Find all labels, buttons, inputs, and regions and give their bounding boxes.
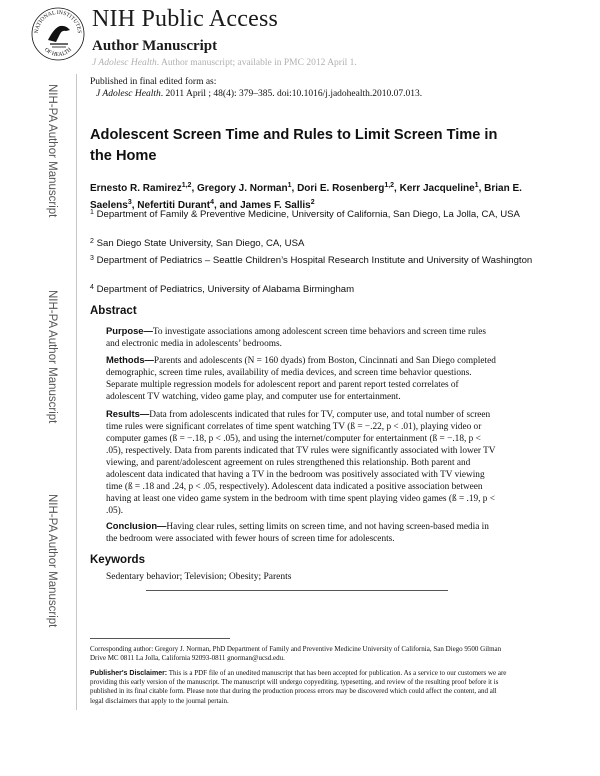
author-sup: 1 [287, 182, 292, 189]
author-sup: 3 [127, 198, 132, 206]
affiliation-3 [90, 253, 540, 268]
author-sup: 2 [310, 198, 315, 206]
author: James F. Sallis [240, 199, 311, 211]
author-sup: 1,2 [384, 182, 395, 189]
publisher-disclaimer [90, 669, 510, 706]
author: Gregory J. Norman [197, 183, 288, 194]
nih-logo [30, 6, 86, 62]
pub-citation [90, 88, 422, 100]
methods-text: Parents and adolescents (N = 160 dyads) from Boston, Cincinnati and San Diego completed demographic, screen time rules, availability of media devices, and screen time behavior questions. Separate multiple regression models for adolescent report and parent report tested correlates of adolescent TV watching, video game play, and computer use for entertainment. [106, 356, 496, 402]
keywords-divider [146, 590, 448, 591]
affil-text: Department of Pediatrics, University of Alabama Birmingham [96, 284, 355, 295]
author-sup: 4 [210, 198, 214, 206]
footnote-divider [90, 638, 230, 639]
affiliation-2 [90, 236, 540, 251]
header-status-text: . Author manuscript; available in PMC 2012 April 1. [156, 58, 357, 68]
author-sup: 1,2 [181, 182, 192, 189]
affil-num: 4 [90, 284, 94, 291]
purpose-text: To investigate associations among adolescent screen time behaviors and screen time rules and electronic media in adolescents’ bedrooms. [106, 327, 487, 349]
affiliation-1 [90, 207, 540, 222]
pub-line: Published in final edited form as: [90, 77, 217, 87]
side-label-2: NIH-PA Author Manuscript [46, 290, 58, 424]
disclaimer-label: Publisher's Disclaimer: [90, 670, 168, 677]
affiliation-4 [90, 282, 540, 297]
keywords-heading: Keywords [90, 554, 145, 566]
author: Ernesto R. Ramirez [90, 183, 182, 194]
author-sep: , [478, 183, 485, 194]
author-sep: , [394, 183, 400, 194]
side-label-1: NIH-PA Author Manuscript [46, 84, 58, 218]
article-title: Adolescent Screen Time and Rules to Limit Screen Time in the Home [90, 127, 498, 164]
abstract-purpose [106, 325, 498, 350]
conclusion-label: Conclusion— [106, 520, 167, 531]
methods-label: Methods— [106, 354, 154, 365]
header-title: NIH Public Access [92, 6, 279, 32]
affil-text: Department of Pediatrics – Seattle Children’s Hospital Research Institute and University of Washington [96, 255, 533, 266]
author: Kerr Jacqueline [399, 183, 475, 194]
publication-info [90, 76, 422, 100]
author-sup: 1 [474, 182, 479, 189]
keywords-text: Sedentary behavior; Television; Obesity; Parents [106, 572, 292, 582]
logo-ring-bottom: OF HEALTH [43, 46, 73, 59]
author: Brian E. Saelens [90, 183, 522, 211]
purpose-label: Purpose— [106, 325, 153, 336]
nih-seal-icon [30, 6, 86, 62]
header-journal-name: J Adolesc Health [92, 58, 157, 68]
abstract-conclusion [106, 520, 498, 545]
affil-num: 1 [90, 209, 94, 216]
affil-text: Department of Family & Preventive Medicine, University of California, San Diego, La Jolla, CA, USA [96, 209, 520, 220]
results-label: Results— [106, 408, 150, 419]
author: Nefertiti Durant [137, 199, 211, 211]
author-sep: , and [213, 199, 241, 211]
header-journal-status [92, 58, 357, 68]
author-sep: , [291, 183, 298, 194]
logo-ring-top: NATIONAL INSTITUTES [33, 9, 83, 34]
author-sep: , [191, 183, 197, 194]
header-subtitle: Author Manuscript [92, 38, 218, 54]
svg-text:OF HEALTH [43, 47, 73, 58]
affil-num: 3 [90, 255, 94, 262]
disclaimer-text: This is a PDF file of an unedited manuscript that has been accepted for publication. As a service to our customers we are providing this early version of the manuscript. The manuscript will undergo copyediting, typesetting, and review of the resulting proof before it is published in its final citable form. Please note that during the production process errors may be discovered which could affect the content, and all legal disclaimers that apply to the journal pertain. [90, 669, 507, 705]
pub-citation-text: . 2011 April ; 48(4): 379–385. doi:10.1016/j.jadohealth.2010.07.013. [160, 89, 423, 99]
author: Dori E. Rosenberg [297, 183, 385, 194]
abstract-methods [106, 354, 498, 403]
margin-rule [76, 74, 77, 710]
results-text: Data from adolescents indicated that rules for TV, computer use, and total number of screen time rules were significant correlates of time spent watching TV (ß = −.22, p < .01), playing video or computer games (ß = −.18, p < .05), and using the internet/computer for entertainment (ß = −.18, p < .05), respectively. Data from parents indicated that TV rules were significantly associated with lower TV viewing, and parent/adolescent agreement on rules strengthened this relationship. Both parent and adolescent data indicated that having a TV in the bedroom was positively associated with TV viewing time (ß = .18 and .24, p < .05, respectively). Adolescent data indicated a positive association between having at least one video game system in the bedroom with time spent playing video games (ß = .19, p < .05). [106, 410, 496, 516]
pub-journal: J Adolesc Health [96, 89, 161, 99]
abstract-heading: Abstract [90, 305, 137, 317]
abstract-results [106, 408, 498, 517]
author-sep: , [131, 199, 138, 211]
conclusion-text: Having clear rules, setting limits on screen time, and not having screen-based media in the bedroom were associated with fewer hours of screen time for adolescents. [106, 522, 489, 544]
affil-text: San Diego State University, San Diego, CA, USA [96, 238, 305, 249]
side-label-3: NIH-PA Author Manuscript [46, 494, 58, 628]
corresponding-author: Corresponding author: Gregory J. Norman, PhD Department of Family and Preventive Medicine University of California, San Diego 9500 Gilman Drive MC 0811 La Jolla, California 92093-0811 gnorman@ucsd.edu. [90, 645, 502, 663]
affil-num: 2 [90, 238, 94, 245]
